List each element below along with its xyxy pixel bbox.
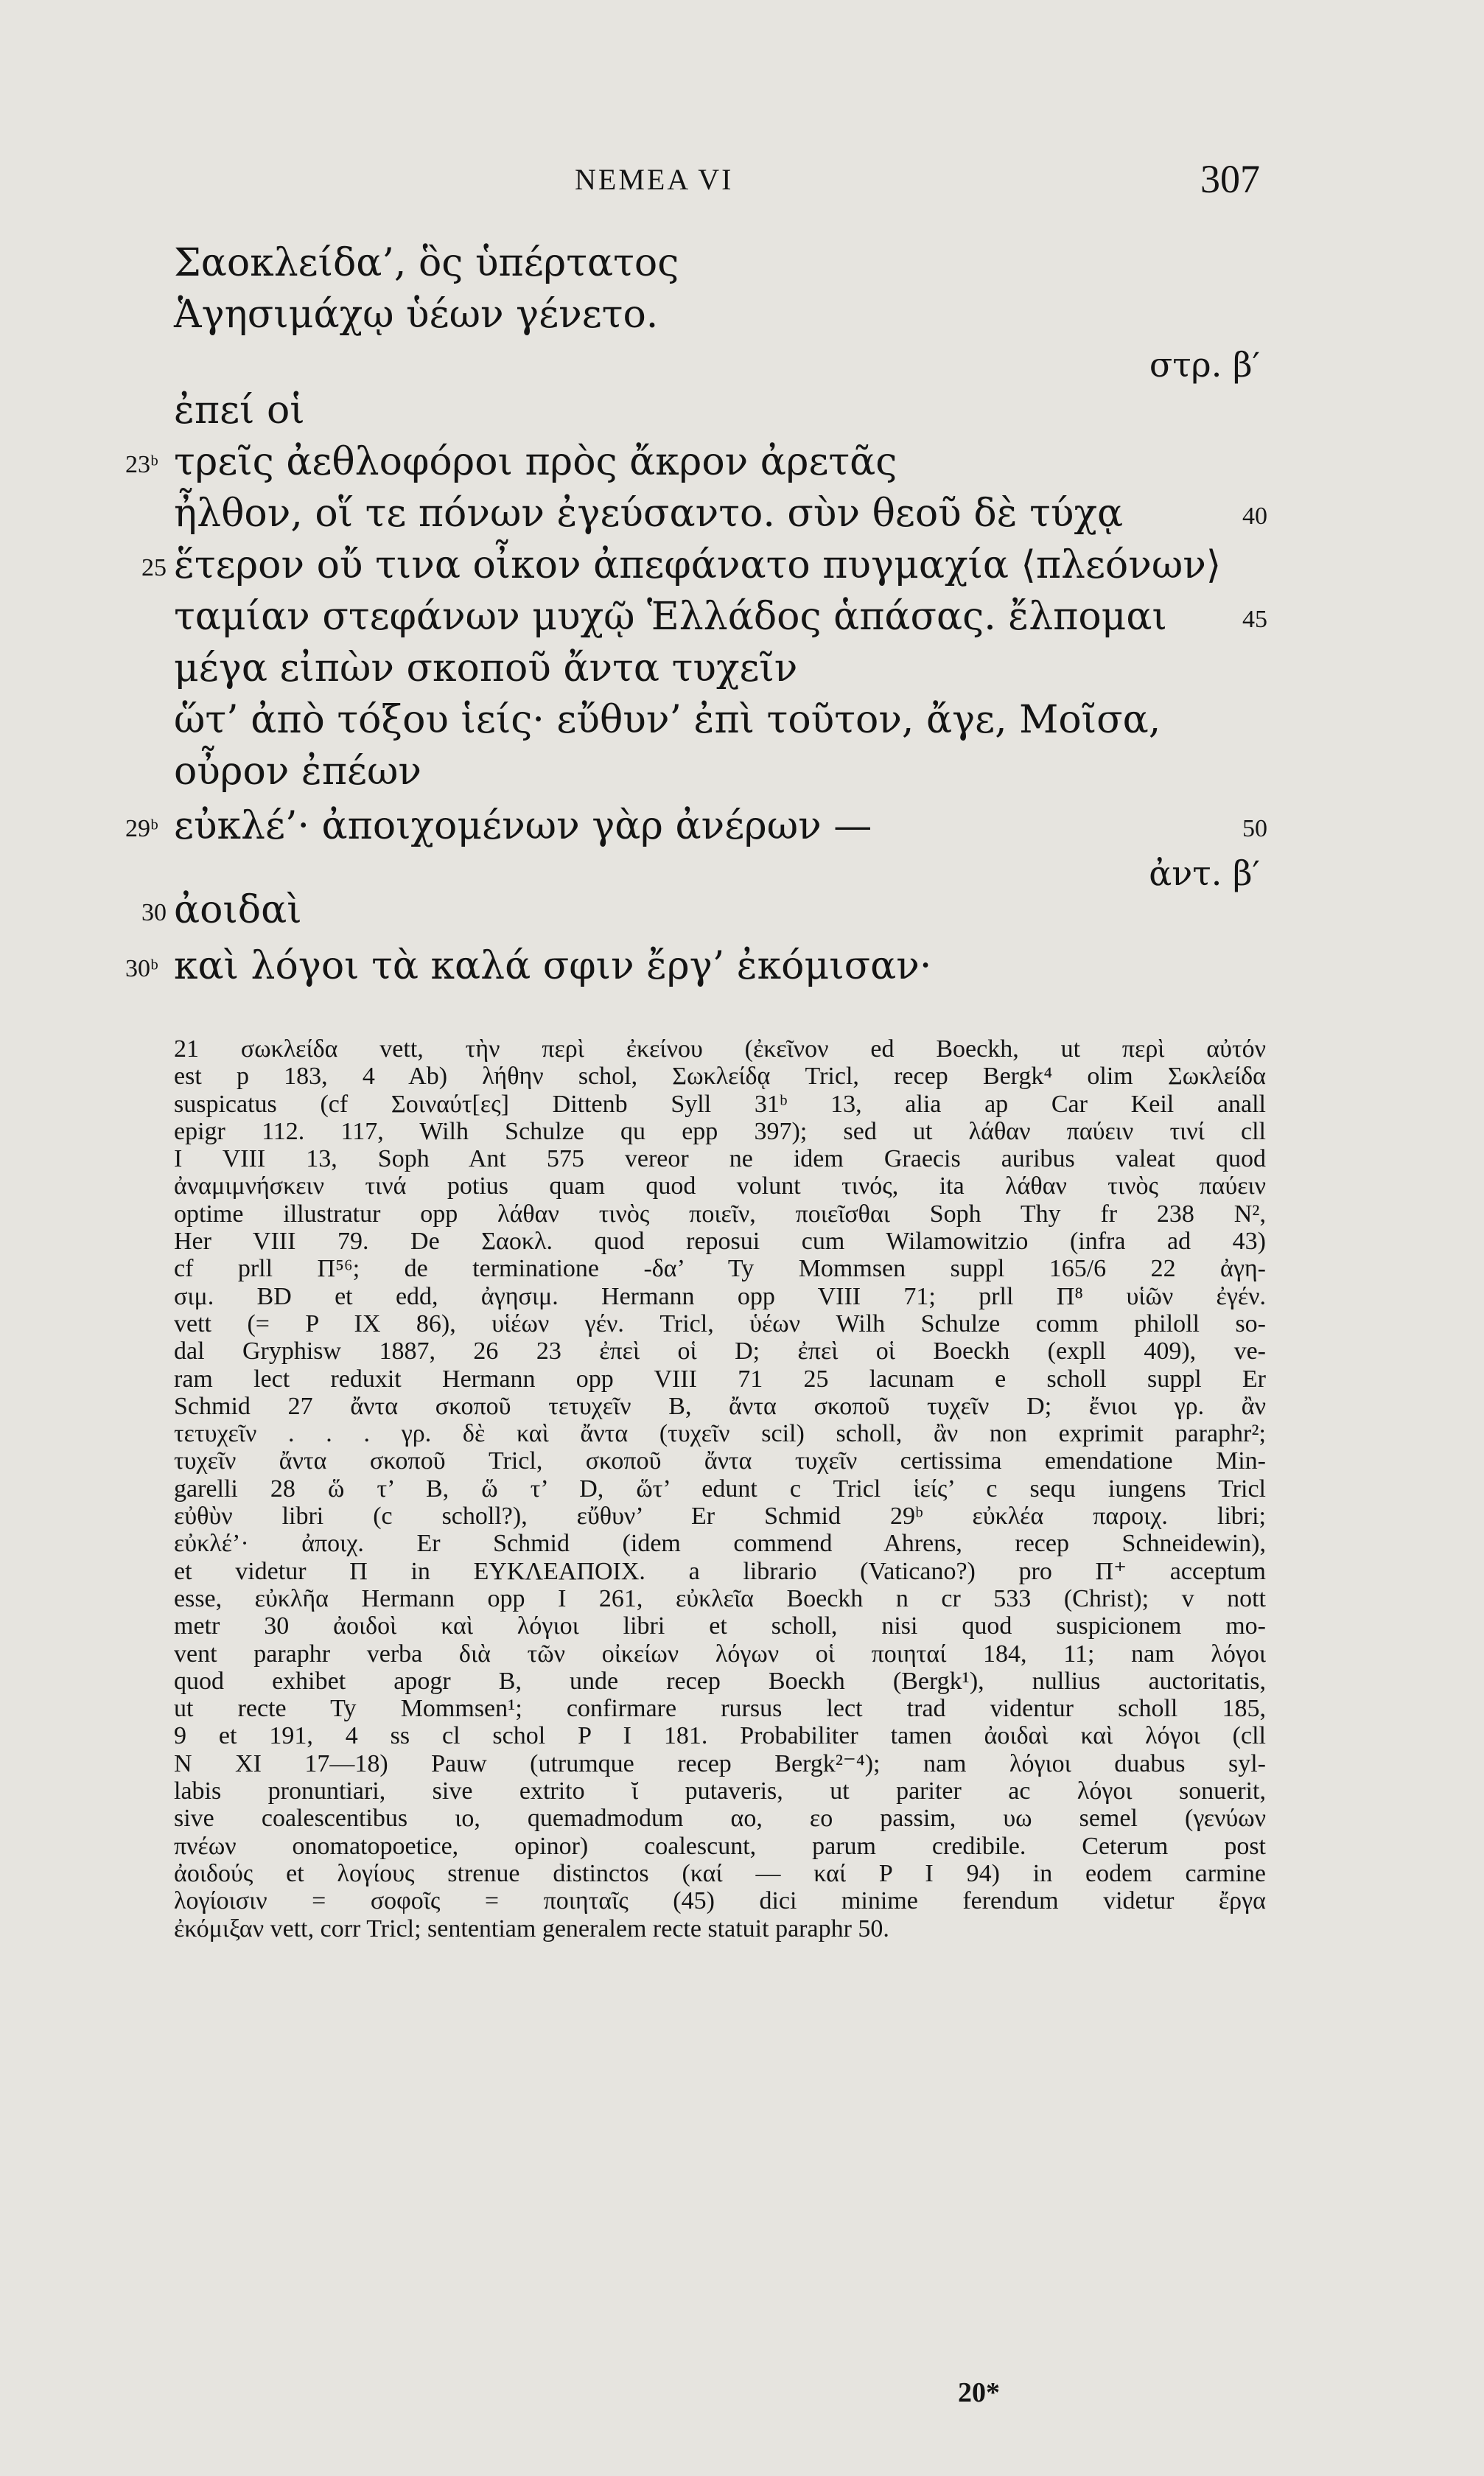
apparatus-line: I VIII 13, Soph Ant 575 vereor ne idem Graecis auribus valeat quod	[174, 1145, 1266, 1173]
line-number: 25	[141, 554, 167, 581]
verse-line-text: ἕτερον οὔ τινα οἶκον ἀπεφάνατο πυγμαχία ⟨πλεόνων⟩	[174, 543, 1222, 587]
apparatus-line: πνέων onomatopoetice, opinor) coalescunt, parum credibile. Ceterum post	[174, 1832, 1266, 1860]
apparatus-line: ram lect reduxit Hermann opp VIII 71 25 lacunam e scholl suppl Er	[174, 1365, 1266, 1393]
verse-line-text: ἦλθον, οἵ τε πόνων ἐγεύσαντο. σὺν θεοῦ δὲ τύχᾳ	[174, 492, 1124, 536]
verse-line	[0, 884, 1267, 936]
apparatus-line: 21 σωκλείδα vett, τὴν περὶ ἐκείνου (ἐκεῖνον ed Boeckh, ut περὶ αὐτόν	[174, 1035, 1266, 1063]
apparatus-line: sive coalescentibus ιο, quemadmodum αο, εο passim, υω semel (γενύων	[174, 1805, 1266, 1833]
apparatus-line: ut recte Ty Mommsen¹; confirmare rursus lect trad videntur scholl 185,	[174, 1695, 1266, 1723]
apparatus-line: vett (= P IX 86), υἱέων γέν. Tricl, ὑέων Wilh Schulze comm philoll so-	[174, 1309, 1266, 1337]
verse-line	[0, 940, 1267, 992]
apparatus-line: ἀοιδούς et λογίους strenue distinctos (καί — καί P I 94) in eodem carmine	[174, 1859, 1266, 1887]
line-number: 23ᵇ	[125, 451, 158, 478]
verse-line-text: ταμίαν στεφάνων μυχῷ Ἑλλάδος ἁπάσας. ἔλπομαι	[174, 595, 1167, 639]
verse-line-text: οὖρον ἐπέων	[174, 749, 421, 794]
apparatus-line: τετυχεῖν . . . γρ. δὲ καὶ ἄντα (τυχεῖν scil) scholl, ἂν non exprimit paraphr²;	[174, 1420, 1266, 1448]
apparatus-line: εὐκλέ’· ἀποιχ. Er Schmid (idem commend Ahrens, recep Schneidewin),	[174, 1530, 1266, 1558]
verse-line-text: καὶ λόγοι τὰ καλά σφιν ἔργ’ ἐκόμισαν·	[174, 944, 932, 988]
critical-apparatus	[174, 1035, 1266, 1942]
apparatus-line: vent paraphr verba διὰ τῶν οἰκείων λόγων οἱ ποιηταί 184, 11; nam λόγοι	[174, 1640, 1266, 1668]
verse-line-text: ἀοιδαὶ	[174, 888, 302, 932]
verse-line	[0, 488, 1267, 539]
strophe-label: ἀντ. β′	[1149, 853, 1260, 893]
apparatus-line: τυχεῖν ἄντα σκοποῦ Tricl, σκοποῦ ἄντα τυχεῖν certissima emendatione Min-	[174, 1447, 1266, 1475]
apparatus-line: et videtur Π in ΕΥΚΛΕΑΠΟΙΧ. a librario (Vaticano?) pro Π⁺ acceptum	[174, 1557, 1266, 1585]
verse-line	[0, 539, 1267, 591]
apparatus-line: epigr 112. 117, Wilh Schulze qu epp 397); sed ut λάθαν παύειν τινί cll	[174, 1117, 1266, 1145]
apparatus-line: dal Gryphisw 1887, 26 23 ἐπεὶ οἱ D; ἐπεὶ οἱ Boeckh (expll 409), ve-	[174, 1337, 1266, 1365]
line-number: 29ᵇ	[125, 815, 158, 842]
apparatus-line: Schmid 27 ἄντα σκοποῦ τετυχεῖν B, ἄντα σκοποῦ τυχεῖν D; ἔνιοι γρ. ἂν	[174, 1392, 1266, 1420]
verse-line	[0, 237, 1267, 289]
verse-line	[0, 385, 1267, 436]
apparatus-line: metr 30 ἀοιδοὶ καὶ λόγιοι libri et scholl, nisi quod suspicionem mo-	[174, 1612, 1266, 1640]
apparatus-line: ἀναμιμνήσκειν τινά potius quam quod volunt τινός, ita λάθαν τινὸς παύειν	[174, 1172, 1266, 1200]
verse-line	[0, 591, 1267, 643]
apparatus-line: est p 183, 4 Ab) λήθην schol, Σωκλείδᾳ Tricl, recep Bergk⁴ olim Σωκλείδα	[174, 1063, 1266, 1091]
verse-line	[0, 746, 1267, 797]
page-header	[177, 156, 1260, 208]
verse-line-text: Σαοκλείδα’, ὃς ὑπέρτατος	[174, 241, 679, 285]
apparatus-line: λογίοισιν = σοφοῖς = ποιηταῖς (45) dici minime ferendum videtur ἔργα	[174, 1887, 1266, 1915]
apparatus-line: cf prll Π⁵⁶; de terminatione -δα’ Ty Mommsen suppl 165/6 22 ἀγη-	[174, 1255, 1266, 1283]
line-number: 30ᵇ	[125, 955, 158, 982]
verse-line-text: Ἁγησιμάχῳ ὑέων γένετο.	[174, 293, 659, 337]
apparatus-line: εὐθὺν libri (c scholl?), εὔθυν’ Er Schmid 29ᵇ εὐκλέα παροιχ. libri;	[174, 1503, 1266, 1531]
apparatus-line: optime illustratur opp λάθαν τινὸς ποιεῖν, ποιεῖσθαι Soph Thy fr 238 N²,	[174, 1200, 1266, 1228]
page-number: 307	[1200, 157, 1260, 201]
line-number: 30	[141, 899, 167, 926]
apparatus-line: σιμ. BD et edd, ἀγησιμ. Hermann opp VIII 71; prll Π⁸ υἱῶν ἐγέν.	[174, 1282, 1266, 1310]
signature-mark: 20*	[958, 2377, 1000, 2408]
line-number-right: 40	[1242, 503, 1267, 530]
apparatus-line: ἐκόμιξαν vett, corr Tricl; sententiam generalem recte statuit paraphr 50.	[174, 1914, 889, 1942]
running-title: NEMEA VI	[575, 163, 734, 196]
apparatus-line: quod exhibet apogr B, unde recep Boeckh (Bergk¹), nullius auctoritatis,	[174, 1667, 1266, 1695]
line-number-right: 45	[1242, 606, 1267, 633]
verse-line	[0, 339, 1267, 391]
verse-line-text: εὐκλέ’· ἀποιχομένων γὰρ ἀνέρων —	[174, 804, 872, 848]
verse-line-text: ἐπεί οἱ	[174, 388, 305, 433]
apparatus-line: labis pronuntiari, sive extrito ῐ putaveris, ut pariter ac λόγοι sonuerit,	[174, 1777, 1266, 1805]
apparatus-line: garelli 28 ὥ τ’ B, ὥ τ’ D, ὥτ’ edunt c Tricl ἱείς’ c sequ iungens Tricl	[174, 1475, 1266, 1503]
verse-line-text: ὥτ’ ἀπὸ τόξου ἱείς· εὔθυν’ ἐπὶ τοῦτον, ἄγε, Μοῖσα,	[174, 698, 1161, 742]
verse-line	[0, 436, 1267, 488]
verse-line-text: τρεῖς ἀεθλοφόροι πρὸς ἄκρον ἀρετᾶς	[174, 440, 897, 484]
verse-line	[0, 694, 1267, 746]
apparatus-line: Her VIII 79. De Σαοκλ. quod reposui cum Wilamowitzio (infra ad 43)	[174, 1228, 1266, 1256]
verse-line-text: μέγα εἰπὼν σκοποῦ ἄντα τυχεῖν	[174, 646, 798, 690]
apparatus-line: suspicatus (cf Σοιναύτ[ες] Dittenb Syll 31ᵇ 13, alia ap Car Keil anall	[174, 1090, 1266, 1118]
apparatus-line: 9 et 191, 4 ss cl schol P I 181. Probabiliter tamen ἀοιδαὶ καὶ λόγοι (cll	[174, 1722, 1266, 1750]
strophe-label: στρ. β′	[1149, 345, 1260, 385]
line-number-right: 50	[1242, 815, 1267, 842]
verse-line	[0, 643, 1267, 694]
apparatus-line: N XI 17—18) Pauw (utrumque recep Bergk²⁻⁴); nam λόγιοι duabus syl-	[174, 1749, 1266, 1777]
verse-line	[0, 800, 1267, 852]
verse-line	[0, 289, 1267, 340]
apparatus-line: esse, εὐκλῆα Hermann opp I 261, εὐκλεῖα Boeckh n cr 533 (Christ); v nott	[174, 1584, 1266, 1612]
